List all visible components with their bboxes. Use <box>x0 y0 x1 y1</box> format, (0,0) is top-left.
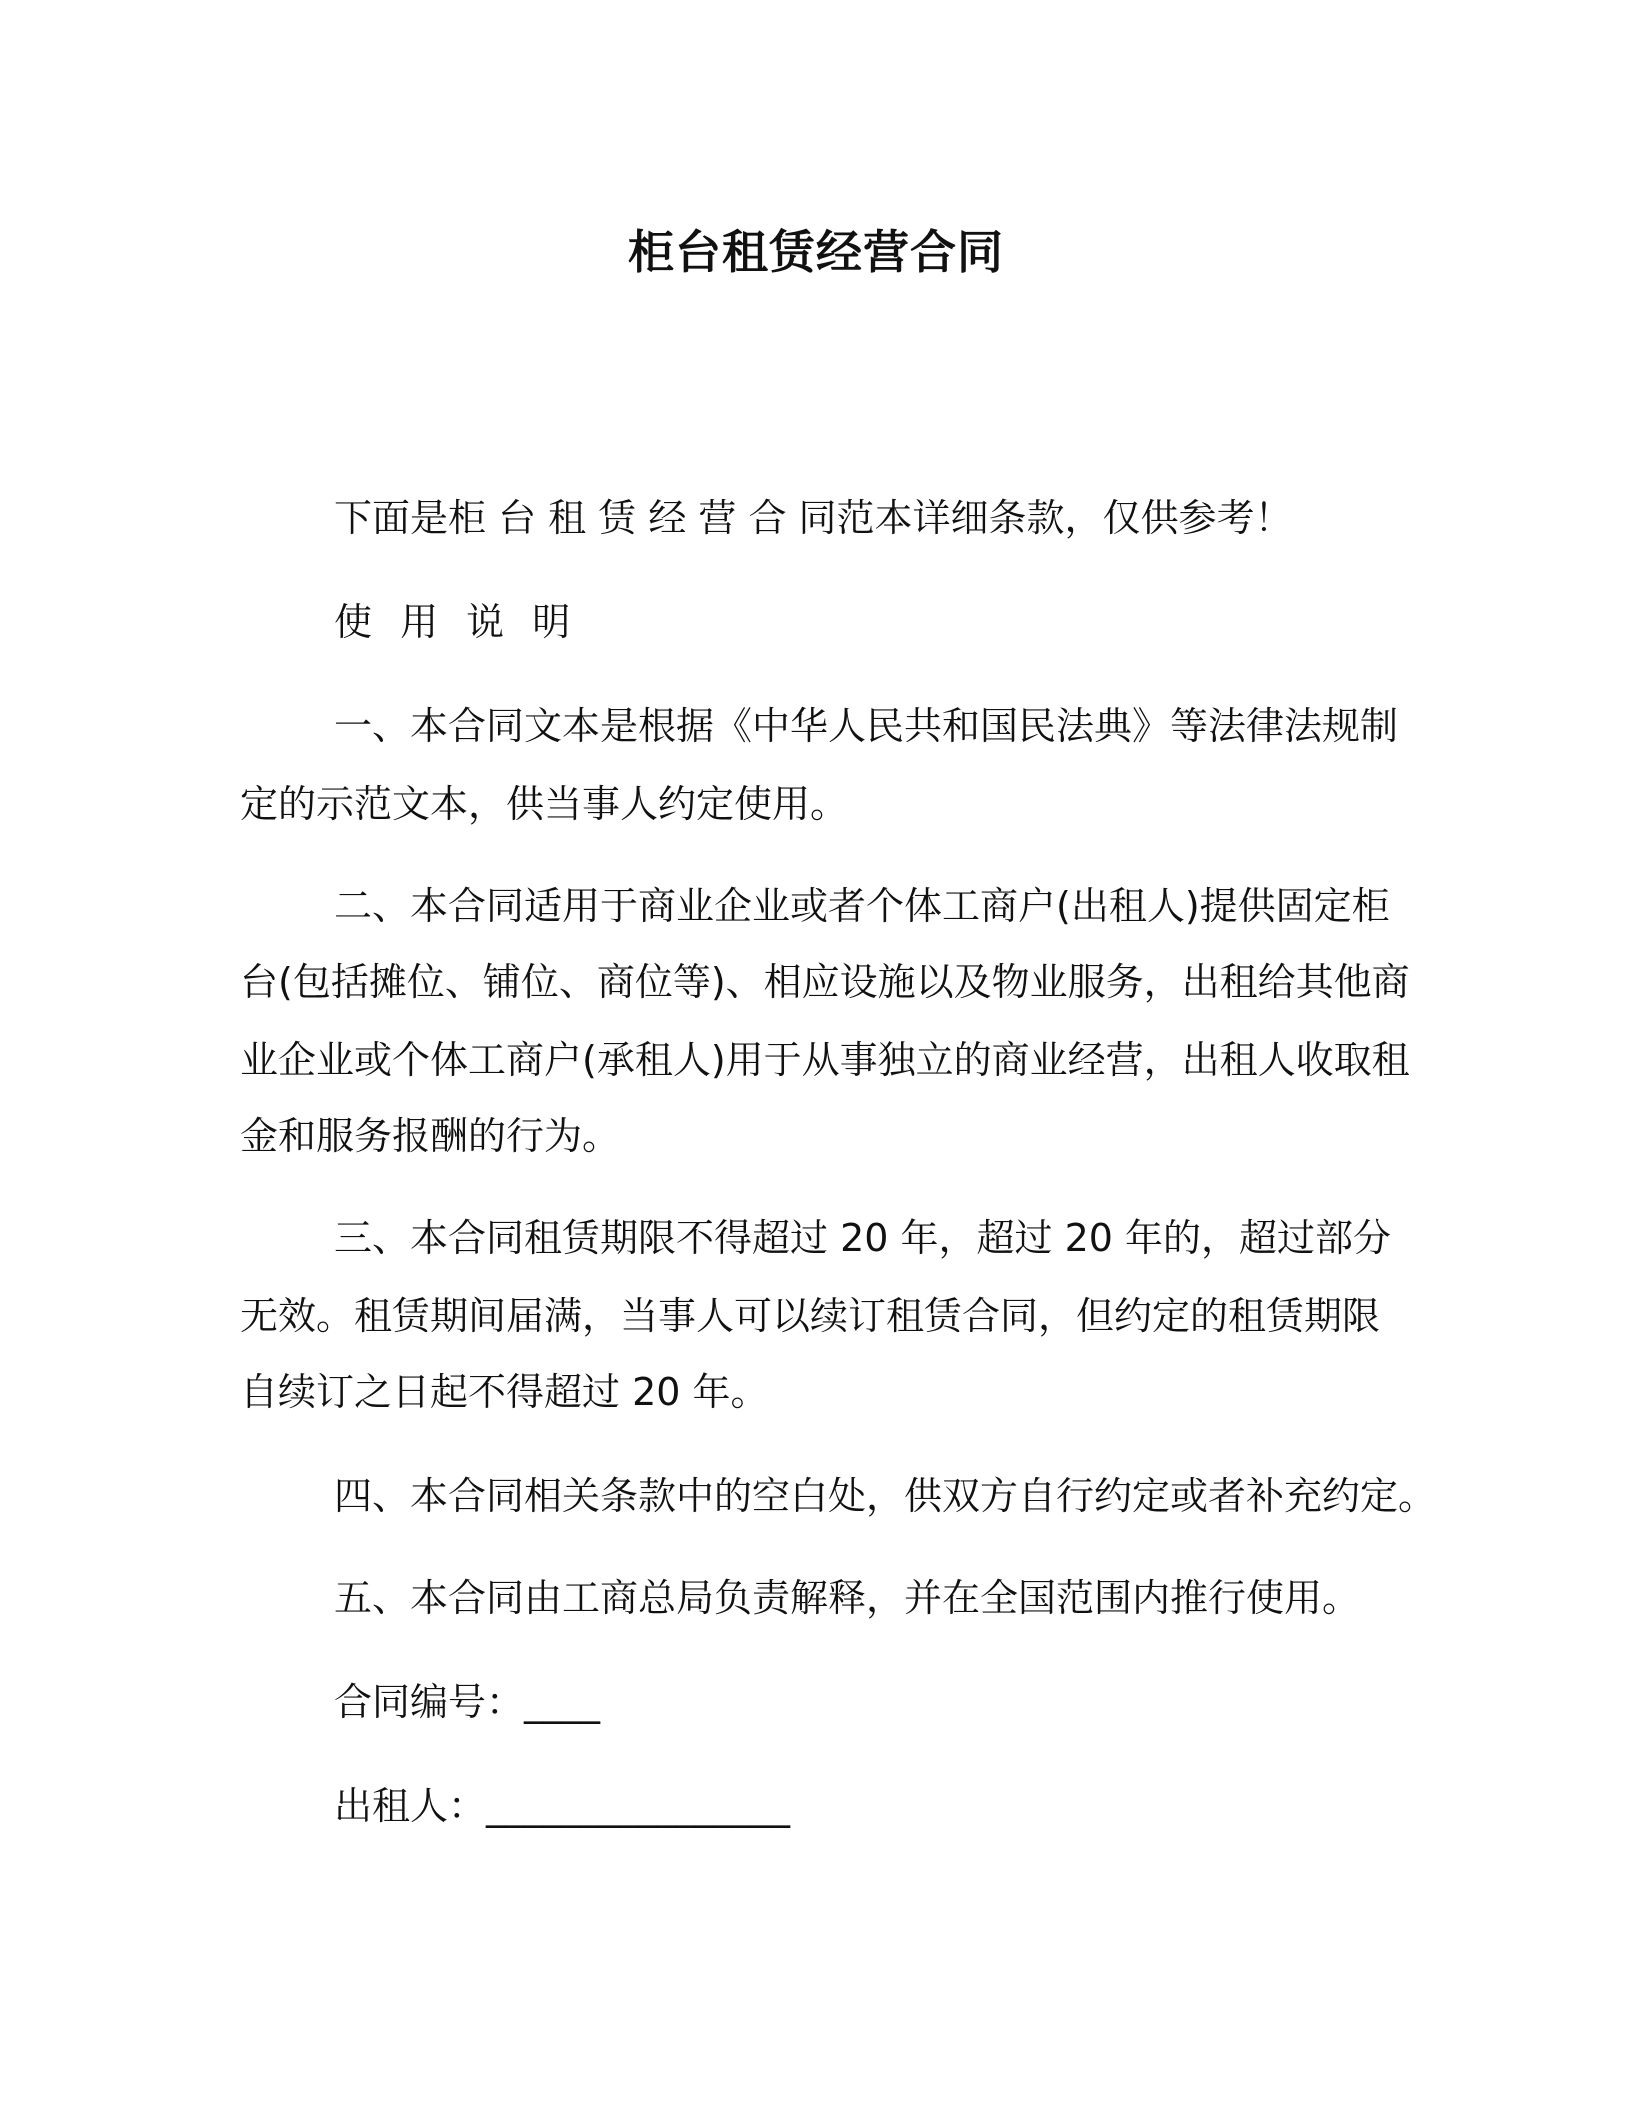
contract-number-blank: ____ <box>524 1680 601 1724</box>
clause-3-line-2: 无效。租赁期间届满，当事人可以续订租赁合同，但约定的租赁期限 <box>240 1294 1381 1338</box>
clause-2-line-2: 台(包括摊位、铺位、商位等)、相应设施以及物业服务，出租给其他商 <box>240 960 1410 1004</box>
intro-line: 下面是柜 台 租 赁 经 营 合 同范本详细条款，仅供参考！ <box>334 496 1293 540</box>
clause-2-line-4: 金和服务报酬的行为。 <box>240 1114 621 1158</box>
contract-number-label: 合同编号： <box>334 1680 525 1724</box>
clause-3-line-1: 三、本合同租赁期限不得超过 20 年，超过 20 年的，超过部分 <box>334 1216 1392 1260</box>
clause-1-line-1: 一、本合同文本是根据《中华人民共和国民法典》等法律法规制 <box>334 704 1399 748</box>
contract-number-row <box>334 1678 600 1726</box>
clause-3-line-3: 自续订之日起不得超过 20 年。 <box>240 1370 769 1414</box>
clause-2-line-3: 业企业或个体工商户(承租人)用于从事独立的商业经营，出租人收取租 <box>240 1038 1410 1082</box>
lessor-blank: ________________ <box>486 1784 791 1828</box>
usage-heading: 使 用 说 明 <box>334 600 579 644</box>
lessor-row <box>334 1782 790 1830</box>
clause-4-line: 四、本合同相关条款中的空白处，供双方自行约定或者补充约定。 <box>334 1474 1437 1518</box>
lessor-label: 出租人： <box>334 1784 487 1828</box>
clause-2-line-1: 二、本合同适用于商业企业或者个体工商户(出租人)提供固定柜 <box>334 884 1390 928</box>
clause-5-line: 五、本合同由工商总局负责解释，并在全国范围内推行使用。 <box>334 1576 1361 1620</box>
clause-1-line-2: 定的示范文本，供当事人约定使用。 <box>240 782 849 826</box>
document-title: 柜台租赁经营合同 <box>628 225 1004 279</box>
